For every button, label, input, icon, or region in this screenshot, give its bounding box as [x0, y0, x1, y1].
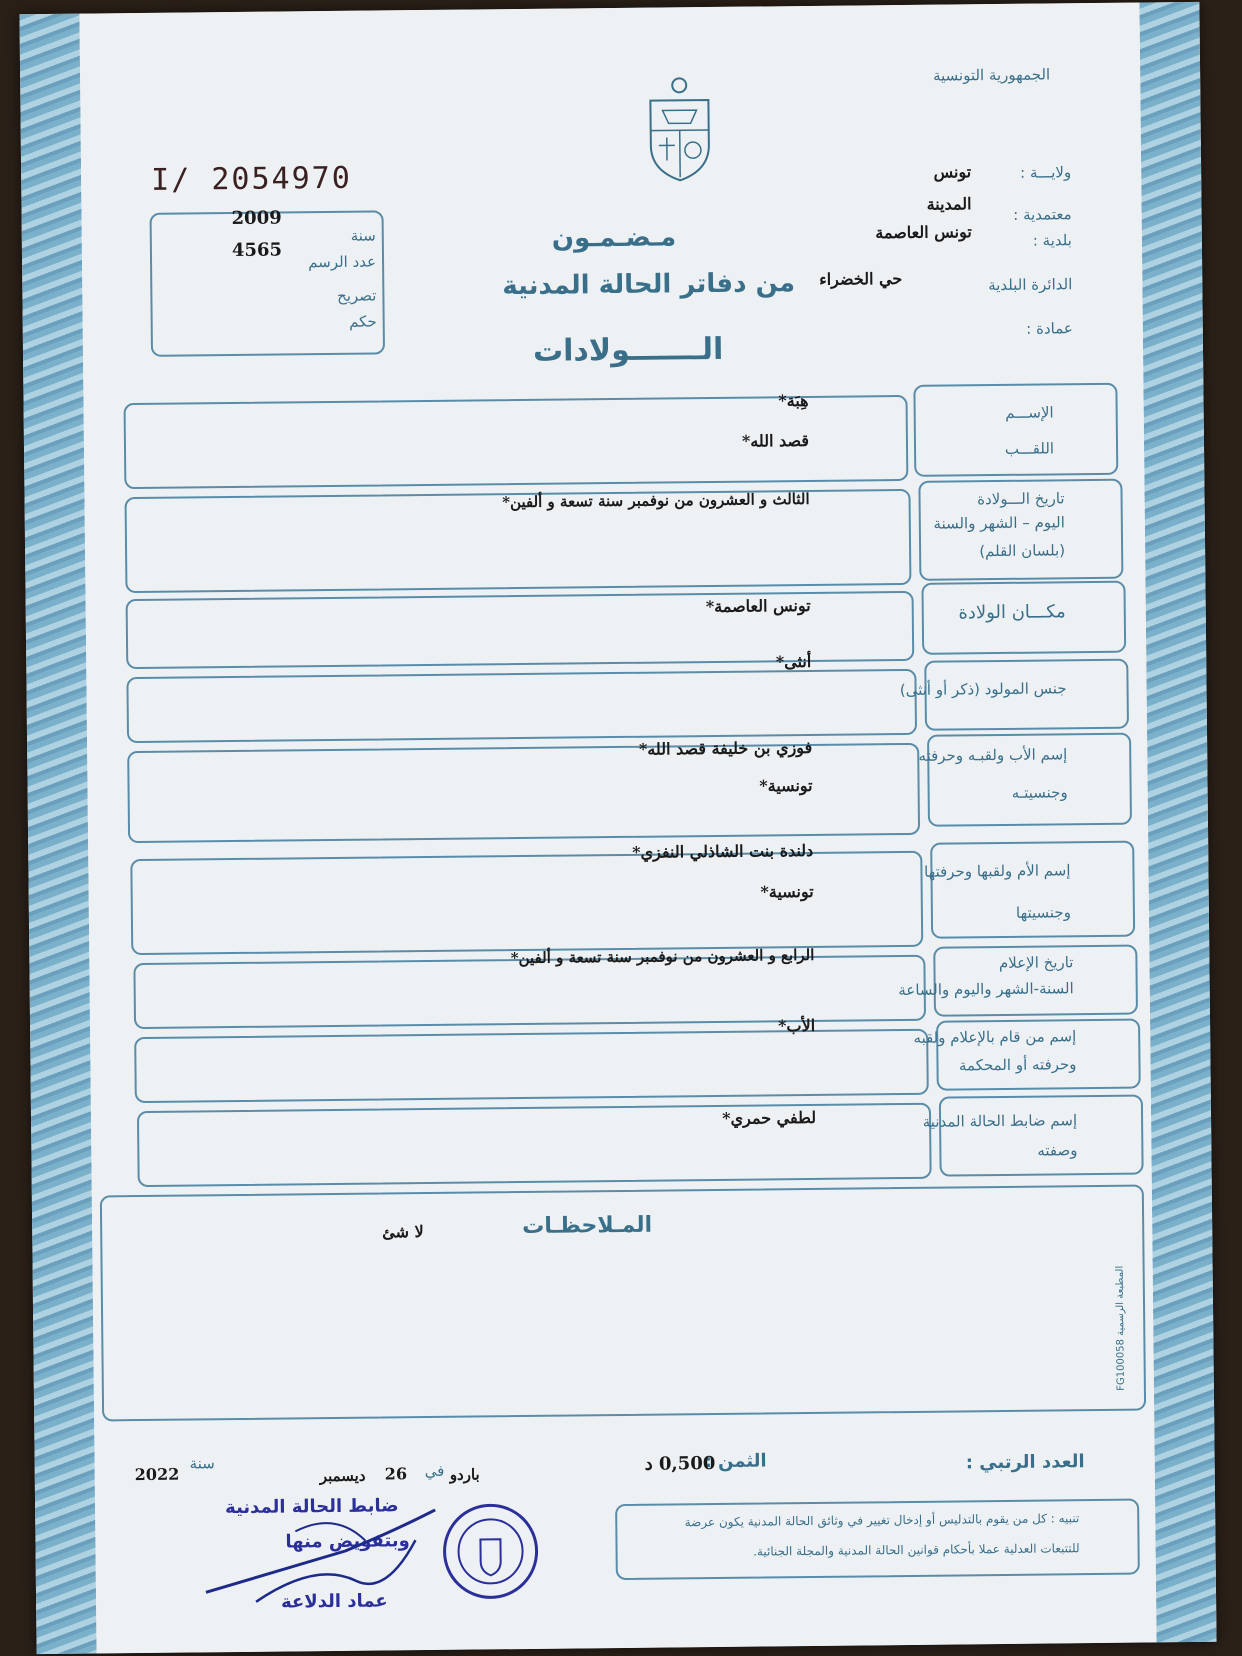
label-birth-date-written: (بلسان القلم): [979, 541, 1066, 561]
label-declaration-date-detail: السنة-الشهر واليوم والساعة: [898, 979, 1074, 1000]
remarks-value: لا شئ: [382, 1222, 424, 1242]
issue-year-label: سنة: [189, 1454, 215, 1473]
value-mother: دلندة بنت الشاذلي النفزي*: [632, 840, 814, 862]
label-box-registrar: [939, 1095, 1144, 1177]
label-birth-date: تاريخ الـــولادة: [977, 489, 1065, 509]
value-sex: أنثى*: [775, 651, 812, 672]
label-registrar-title: وصفته: [1037, 1141, 1078, 1160]
omada-label: عمادة :: [1026, 319, 1073, 338]
label-first-name: الإســـم: [1005, 403, 1054, 422]
value-first-name: هِبَة*: [778, 390, 809, 411]
label-father-nationality: وجنسيتـه: [1011, 783, 1068, 802]
label-last-name: اللقـــب: [1004, 439, 1055, 458]
governorate-label: ولايـــة :: [1020, 163, 1072, 182]
issue-day: 26: [384, 1464, 408, 1484]
issue-place: باردو: [449, 1465, 480, 1484]
governorate-value: تونس: [933, 162, 972, 182]
title-civil-registers: من دفاتر الحالة المدنية: [502, 268, 796, 302]
remarks-label: المـلاحظـات: [522, 1212, 653, 1240]
value-box-mother: [130, 851, 923, 955]
value-birth-date: الثالث و العشرون من نوفمبر سنة تسعة و ألفين*: [502, 489, 810, 512]
label-sex: جنس المولود (ذكر أو أنثى): [899, 679, 1067, 700]
year-label: سنة: [350, 226, 376, 245]
label-father: إسم الأب ولقبـه وحرفته: [918, 745, 1068, 765]
label-box-name: [913, 383, 1118, 477]
officer-delegation: وبتفويض منها: [285, 1530, 410, 1553]
district-label: الدائرة البلدية: [988, 275, 1073, 295]
serial-number-row: [151, 161, 352, 198]
label-declaration-date: تاريخ الإعلام: [998, 953, 1074, 973]
warning-line-2: للتتبعات العدلية عملا بأحكام قوانين الحالة المدنية والمجلة الجنائية.: [753, 1541, 1080, 1559]
warning-line-1: تنبيه : كل من يقوم بالتدليس أو إدخال تغيير في وثائق الحالة المدنية يكون عرضة: [684, 1511, 1080, 1530]
section-title-births: الـــــــولادات: [532, 331, 724, 369]
delegation-value: المدينة: [926, 194, 972, 214]
label-mother-nationality: وجنسيتها: [1015, 903, 1072, 922]
value-box-declarant: [134, 1029, 929, 1103]
price-label: الثمن :: [704, 1450, 767, 1473]
judgment-label: حكم: [349, 312, 377, 331]
value-last-name: قصد الله*: [741, 430, 810, 451]
value-birth-place: تونس العاصمة*: [705, 595, 811, 617]
title-summary: مـضـمـون: [551, 222, 677, 254]
issue-month: ديسمبر: [319, 1466, 366, 1486]
label-birth-place: مكـــان الولادة: [958, 601, 1066, 624]
republic-label: الجمهورية التونسية: [932, 65, 1051, 85]
serial-number: 2054970: [211, 160, 352, 198]
officer-title: ضابط الحالة المدنية: [224, 1495, 399, 1519]
value-box-sex: [126, 669, 917, 743]
value-declaration-date: الرابع و العشرون من نوفمبر سنة تسعة و ألفين*: [510, 945, 815, 968]
tunisia-coat-of-arms-icon: [640, 75, 719, 186]
birth-certificate: [19, 2, 1216, 1654]
value-father: فوزي بن خليفة قصد الله*: [638, 737, 813, 759]
printer-mark: المطبعة الرسمية FG100058: [1114, 1265, 1127, 1391]
value-declarant: الأب*: [777, 1015, 816, 1036]
label-mother: إسم الأم ولقبها وحرفتها: [923, 861, 1071, 881]
label-birth-date-detail: اليوم – الشهر والسنة: [933, 513, 1065, 533]
footer-serial-label: العدد الرتبي :: [965, 1451, 1085, 1474]
registration-box: [150, 210, 385, 356]
price-value: 0,500 د: [644, 1453, 716, 1475]
declaration-label: تصريح: [336, 286, 377, 305]
delegation-label: معتمدية :: [1013, 205, 1072, 224]
date-prefix: في: [424, 1461, 445, 1481]
act-number-value: 4565: [231, 239, 283, 262]
label-registrar: إسم ضابط الحالة المدنية: [922, 1111, 1078, 1131]
label-declarant-detail: وحرفته أو المحكمة: [958, 1055, 1077, 1075]
issue-year: 2022: [134, 1464, 180, 1485]
municipality-label: بلدية :: [1032, 231, 1072, 250]
value-mother-nationality: تونسية*: [760, 881, 814, 902]
district-value: حي الخضراء: [819, 268, 903, 289]
value-registrar: لطفي حمري*: [722, 1107, 817, 1128]
officer-name: عماد الدلاعة: [280, 1590, 388, 1613]
value-father-nationality: تونسية*: [759, 775, 813, 796]
label-declarant: إسم من قام بالإعلام ولقبه: [913, 1027, 1077, 1047]
serial-prefix: I/: [151, 162, 192, 198]
act-number-label: عدد الرسم: [308, 252, 377, 272]
official-stamp-icon: [440, 1501, 541, 1602]
municipality-value: تونس العاصمة: [875, 222, 972, 243]
signature-icon: [195, 1470, 447, 1623]
label-box-mother: [930, 841, 1135, 939]
year-value: 2009: [231, 207, 282, 230]
certificate-body: [79, 2, 1156, 1653]
